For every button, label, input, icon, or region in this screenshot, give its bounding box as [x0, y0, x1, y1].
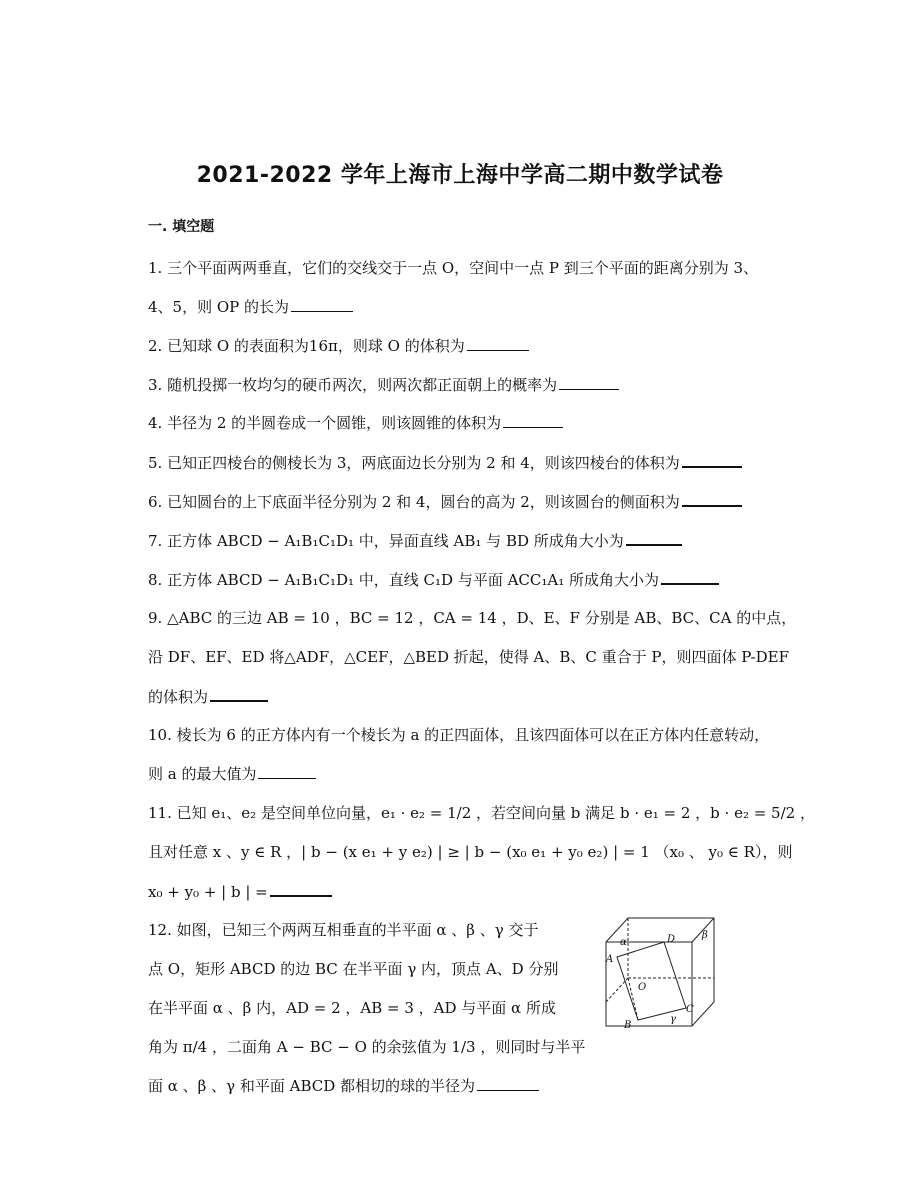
question-line	[148, 920, 538, 940]
question-text: 9. △ABC 的三边 AB = 10 ，BC = 12 ，CA = 14 ，D、E、F 分别是 AB、BC、CA 的中点，	[148, 609, 797, 627]
answer-blank	[291, 297, 353, 312]
question-text: 2. 已知球 O 的表面积为16π，则球 O 的体积为	[148, 337, 465, 355]
question-text: 且对任意 x 、y ∈ R ，| b − (x e₁ + y e₂) | ≥ | b − (x₀ e₁ + y₀ e₂) | = 1 （x₀ 、 y₀ ∈ R），则	[148, 843, 793, 861]
answer-blank	[682, 491, 742, 507]
answer-blank	[503, 413, 563, 428]
question-text: 10. 棱长为 6 的正方体内有一个棱长为 a 的正四面体，且该四面体可以在正方体内任意转动，	[148, 726, 770, 744]
question-text: 6. 已知圆台的上下底面半径分别为 2 和 4，圆台的高为 2，则该圆台的侧面积为	[148, 493, 680, 511]
question-line	[148, 647, 789, 667]
section-heading: 一. 填空题	[148, 219, 215, 235]
answer-blank	[210, 686, 268, 702]
answer-blank	[559, 375, 619, 390]
question-text: 的体积为	[148, 688, 209, 706]
question-line	[148, 842, 792, 862]
fig-rect-abcd	[617, 942, 686, 1020]
question-text: 12. 如图，已知三个两两互相垂直的半平面 α 、β 、γ 交于	[148, 921, 539, 939]
question-text: 1. 三个平面两两垂直，它们的交线交于一点 O，空间中一点 P 到三个平面的距离分别为 3、	[148, 259, 759, 277]
fig-label-beta: β	[702, 930, 708, 941]
question-text: 则 a 的最大值为	[148, 765, 257, 783]
question-line	[148, 413, 563, 433]
question-text: x₀ + y₀ + | b | =	[148, 883, 268, 901]
question-line	[148, 881, 332, 902]
question-line	[148, 686, 268, 707]
fig-label-alpha: α	[620, 937, 627, 948]
question-text: 5. 已知正四棱台的侧棱长为 3，两底面边长分别为 2 和 4，则该四棱台的体积为	[148, 454, 680, 472]
fig-label-d: D	[667, 934, 676, 945]
question-text: 7. 正方体 ABCD − A₁B₁C₁D₁ 中，异面直线 AB₁ 与 BD 所成角大小为	[148, 532, 624, 550]
question-line	[148, 491, 742, 512]
answer-blank	[661, 569, 719, 585]
question-line	[148, 803, 815, 823]
question-line	[148, 1076, 539, 1096]
question-line	[148, 998, 556, 1018]
fig-label-b: B	[624, 1020, 632, 1031]
fig-label-c: C	[686, 1004, 694, 1015]
question-text: 面 α 、β 、γ 和平面 ABCD 都相切的球的半径为	[148, 1077, 476, 1095]
question-line	[148, 959, 558, 979]
question-text: 4. 半径为 2 的半圆卷成一个圆锥，则该圆锥的体积为	[148, 414, 502, 432]
page-title: 2021-2022 学年上海市上海中学高二期中数学试卷	[196, 163, 724, 188]
question-line	[148, 725, 769, 745]
fig-hidden-1	[606, 978, 628, 1002]
question-line	[148, 1037, 585, 1057]
answer-blank	[467, 336, 529, 351]
answer-blank	[258, 764, 316, 779]
answer-blank	[270, 881, 332, 897]
geometry-figure	[598, 912, 720, 1032]
question-line	[148, 297, 353, 317]
question-line	[148, 764, 316, 784]
question-line	[148, 452, 742, 473]
answer-blank	[682, 452, 742, 468]
question-line	[148, 569, 719, 590]
question-text: 4、5，则 OP 的长为	[148, 298, 290, 316]
question-line	[148, 530, 682, 551]
question-text: 11. 已知 e₁、e₂ 是空间单位向量，e₁ · e₂ = 1/2 ，若空间向量 b 满足 b · e₁ = 2 ，b · e₂ = 5/2 ，	[148, 804, 815, 822]
fig-hidden-4	[628, 978, 638, 1020]
answer-blank	[626, 530, 682, 546]
question-text: 角为 π/4 ，二面角 A − BC − O 的余弦值为 1/3 ，则同时与半平	[148, 1038, 586, 1056]
question-line	[148, 336, 529, 356]
question-text: 8. 正方体 ABCD − A₁B₁C₁D₁ 中，直线 C₁D 与平面 ACC₁A₁ 所成角大小为	[148, 571, 660, 589]
question-text: 3. 随机投掷一枚均匀的硬币两次，则两次都正面朝上的概率为	[148, 376, 558, 394]
question-text: 点 O，矩形 ABCD 的边 BC 在半平面 γ 内，顶点 A、D 分别	[148, 960, 559, 978]
question-text: 在半平面 α 、β 内，AD = 2 ，AB = 3 ，AD 与平面 α 所成	[148, 999, 556, 1017]
question-line	[148, 608, 796, 628]
question-line	[148, 258, 758, 278]
question-text: 沿 DF、EF、ED 将△ADF，△CEF，△BED 折起，使得 A、B、C 重合于 P，则四面体 P-DEF	[148, 648, 790, 666]
fig-label-gamma: γ	[670, 1014, 676, 1025]
fig-label-a: A	[606, 954, 614, 965]
answer-blank	[477, 1076, 539, 1091]
question-line	[148, 375, 619, 395]
fig-label-o: O	[638, 982, 647, 993]
